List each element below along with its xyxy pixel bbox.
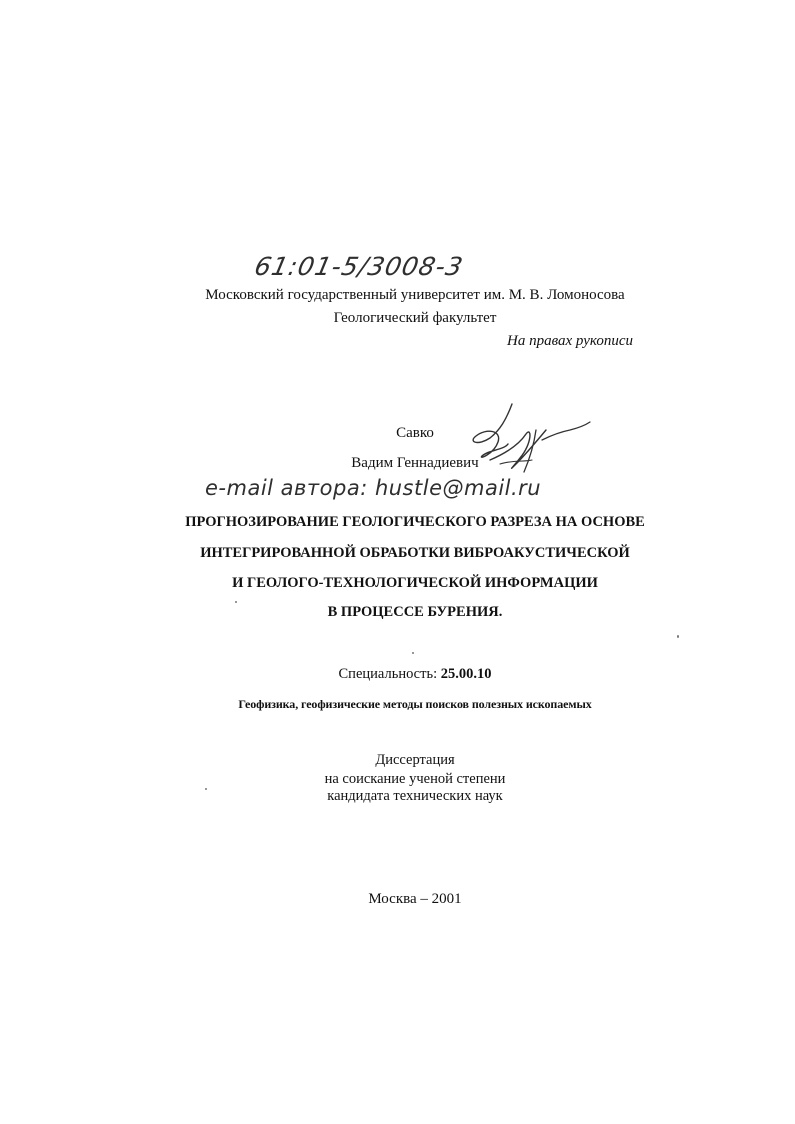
dissertation-title-line: ИНТЕГРИРОВАННОЙ ОБРАБОТКИ ВИБРОАКУСТИЧЕСКОЙ [200, 545, 630, 561]
faculty-name: Геологический факультет [333, 310, 497, 326]
author-given-names: Вадим Геннадиевич [351, 455, 479, 471]
degree-line: на соискание ученой степени [324, 771, 506, 787]
dissertation-title-line: И ГЕОЛОГО-ТЕХНОЛОГИЧЕСКОЙ ИНФОРМАЦИИ [232, 575, 598, 591]
university-name: Московский государственный университет им. М. В. Ломоносова [205, 287, 625, 303]
scan-speck [235, 601, 237, 603]
dissertation-title-line: ПРОГНОЗИРОВАНИЕ ГЕОЛОГИЧЕСКОГО РАЗРЕЗА НА ОСНОВЕ [185, 514, 645, 530]
degree-line: кандидата технических наук [327, 788, 503, 804]
specialty-code: 25.00.10 [440, 666, 492, 682]
manuscript-rights-note: На правах рукописи [507, 333, 633, 349]
dissertation-title-line: В ПРОЦЕССЕ БУРЕНИЯ. [327, 604, 503, 620]
archive-code-handwritten: 61:01-5/3008-3 [251, 252, 467, 281]
scan-speck [412, 652, 414, 654]
specialty-line [0, 666, 795, 683]
scan-speck [205, 788, 207, 790]
specialty-label: Специальность: [338, 666, 438, 682]
scan-speck [677, 635, 679, 638]
city-year: Москва – 2001 [368, 891, 462, 907]
author-surname: Савко [396, 425, 434, 441]
specialty-name: Геофизика, геофизические методы поисков полезных ископаемых [238, 697, 592, 711]
author-email-handwritten: e-mail автора: hustle@mail.ru [205, 476, 542, 500]
dissertation-type: Диссертация [375, 752, 455, 768]
